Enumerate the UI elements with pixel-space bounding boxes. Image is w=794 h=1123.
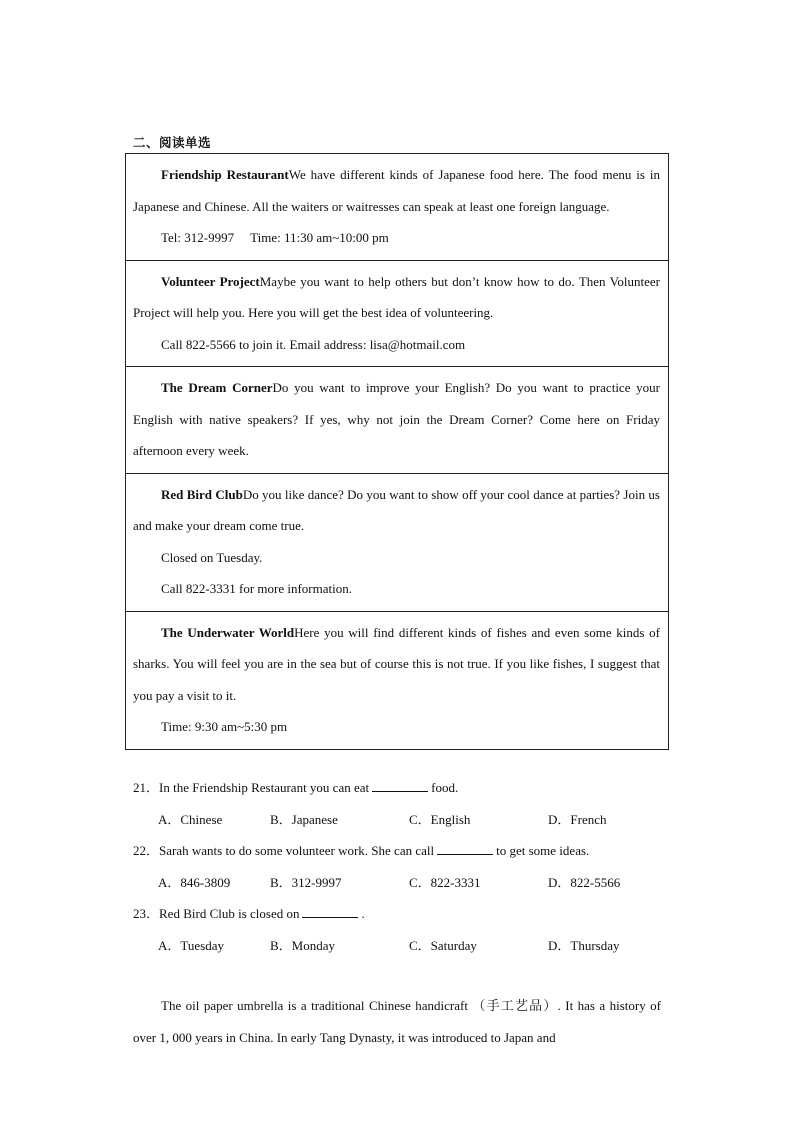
answer-blank [302, 904, 358, 918]
ad-contact-line [133, 222, 660, 254]
option-a[interactable]: A．Chinese [158, 811, 223, 827]
question-number: 22． [133, 843, 160, 858]
ad-title: The Underwater World [161, 624, 295, 640]
reading-passage: The oil paper umbrella is a traditional Chinese handicraft （手工艺品）. It has a history of over 1, 000 years in China. In early Tang Dynasty, it was introduced to Japan and [133, 998, 661, 1045]
question-stem [133, 772, 673, 804]
ad-volunteer-project [126, 260, 668, 367]
option-d[interactable]: D．French [548, 811, 607, 827]
answer-blank [437, 841, 493, 855]
ad-text [133, 479, 660, 542]
ad-red-bird-club [126, 473, 668, 611]
question-23 [133, 898, 673, 961]
option-b[interactable]: B．312-9997 [270, 874, 342, 890]
ad-body: Here you will find different kinds of fishes and even some kinds of sharks. You will feel you are in the sea but of course this is not true. If you like fishes, I suggest that you pay a visit to it. [133, 624, 660, 703]
option-a[interactable]: A．Tuesday [158, 937, 224, 953]
question-text-end: food. [431, 780, 459, 795]
ad-contact-line: Call 822-3331 for more information. [161, 581, 352, 596]
question-number: 21． [133, 780, 160, 795]
question-text: In the Friendship Restaurant you can eat [159, 780, 370, 795]
ad-time-line: Time: 9:30 am~5:30 pm [161, 719, 288, 734]
option-d[interactable]: D．Thursday [548, 937, 620, 953]
ad-time: Time: 11:30 am~10:00 pm [250, 230, 389, 245]
ad-contact-line: Call 822-5566 to join it. Email address: lisa@hotmail.com [161, 336, 466, 352]
ad-title: Volunteer Project [161, 273, 260, 289]
question-text-end: . [361, 906, 365, 921]
options [133, 804, 673, 836]
ad-body: We have different kinds of Japanese food here. The food menu is in Japanese and Chinese. All the waiters or waitresses can speak at least one foreign language. [133, 167, 660, 214]
ad-text [133, 266, 660, 329]
option-c[interactable]: C．822-3331 [409, 874, 481, 890]
option-b[interactable]: B．Monday [270, 937, 336, 953]
ad-friendship-restaurant [126, 154, 668, 260]
question-number: 23． [133, 906, 160, 921]
option-b[interactable]: B．Japanese [270, 811, 338, 827]
ad-tel: Tel: 312-9997 [161, 230, 235, 245]
option-d[interactable]: D．822-5566 [548, 874, 621, 890]
question-text: Sarah wants to do some volunteer work. She can call [159, 843, 435, 858]
option-c[interactable]: C．Saturday [409, 937, 477, 953]
ad-info-line: Closed on Tuesday. [161, 549, 263, 565]
question-stem [133, 898, 673, 930]
ad-title: Red Bird Club [161, 486, 243, 502]
answer-blank [372, 778, 428, 792]
ad-body: Do you want to improve your English? Do you want to practice your English with native speakers? If yes, why not join the Dream Corner? Come here on Friday afternoon every week. [133, 380, 660, 458]
ad-text [133, 372, 660, 467]
ad-text [133, 159, 660, 222]
ad-underwater-world [126, 611, 668, 749]
option-c[interactable]: C．English [409, 811, 471, 827]
options [133, 930, 673, 962]
options [133, 867, 673, 899]
questions [133, 772, 673, 961]
option-a[interactable]: A．846-3809 [158, 874, 231, 890]
ad-title: Friendship Restaurant [161, 167, 289, 182]
question-stem [133, 835, 673, 867]
ad-title: The Dream Corner [161, 380, 273, 395]
ad-body: Do you like dance? Do you want to show off your cool dance at parties? Join us and make your dream come true. [133, 486, 660, 533]
ad-text [133, 617, 660, 712]
question-21 [133, 772, 673, 835]
ad-body: Maybe you want to help others but don’t know how to do. Then Volunteer Project will help you. Here you will get the best idea of volunteering. [133, 273, 660, 320]
ad-dream-corner [126, 366, 668, 473]
question-text: Red Bird Club is closed on [159, 906, 300, 921]
ads-table [125, 153, 669, 750]
section-title: 二、阅读单选 [133, 135, 212, 150]
question-text-end: to get some ideas. [496, 843, 590, 858]
question-22 [133, 835, 673, 898]
